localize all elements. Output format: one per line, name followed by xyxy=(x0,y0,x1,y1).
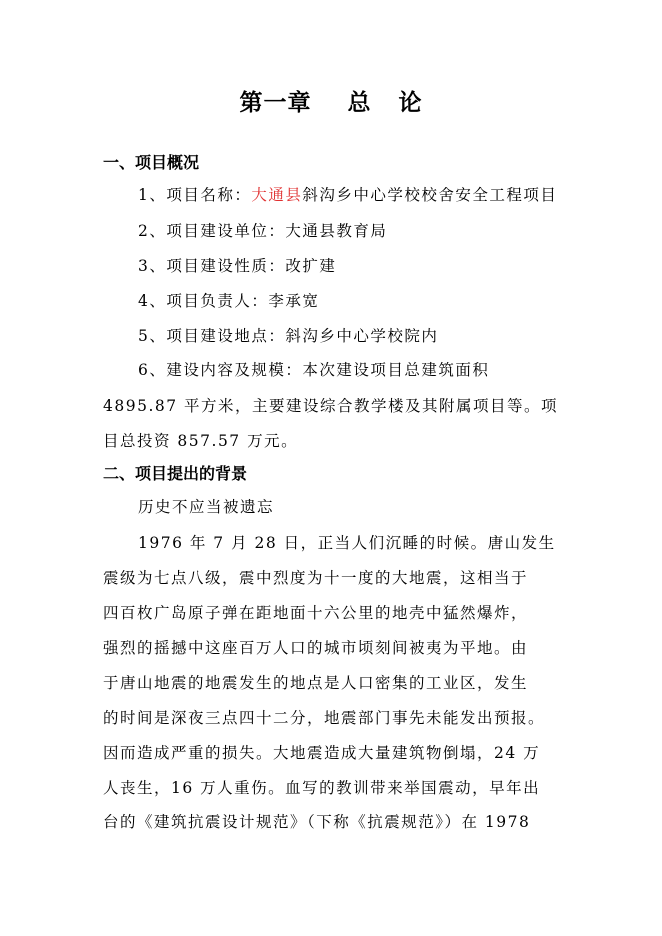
item-construction-site: 5、项目建设地点：斜沟乡中心学校院内 xyxy=(138,327,439,345)
item-project-name-rest: 斜沟乡中心学校校舍安全工程项目 xyxy=(302,186,558,204)
chapter-title: 第一章 总 论 xyxy=(239,90,423,116)
item-project-leader: 4、项目负责人：李承宽 xyxy=(138,292,320,310)
item-project-name xyxy=(138,183,557,205)
item-project-name-label: 1、项目名称： xyxy=(138,186,252,204)
item-content-scale-line2: 4895.87 平方米，主要建设综合教学楼及其附属项目等。项 xyxy=(103,397,559,415)
paragraph-line: 四百枚广岛原子弹在距地面十六公里的地壳中猛然爆炸， xyxy=(103,604,529,622)
county-name-highlight: 大通县 xyxy=(251,186,303,204)
section-heading-overview: 一、项目概况 xyxy=(103,153,200,172)
item-content-scale-line3: 目总投资 857.57 万元。 xyxy=(103,432,299,450)
paragraph-line: 的时间是深夜三点四十二分，地震部门事先未能发出预报。 xyxy=(103,709,546,727)
background-lead: 历史不应当被遗忘 xyxy=(138,498,275,516)
paragraph-line: 于唐山地震的地震发生的地点是人口密集的工业区，发生 xyxy=(103,674,529,692)
paragraph-line: 1976 年 7 月 28 日，正当人们沉睡的时候。唐山发生 xyxy=(138,534,556,552)
paragraph-line: 震级为七点八级，震中烈度为十一度的大地震，这相当于 xyxy=(103,569,529,587)
paragraph-line: 台的《建筑抗震设计规范》（下称《抗震规范》）在 1978 xyxy=(103,813,531,831)
section-heading-background: 二、项目提出的背景 xyxy=(103,464,248,483)
paragraph-line: 人丧生，16 万人重伤。血写的教训带来举国震动，早年出 xyxy=(103,779,541,797)
paragraph-line: 强烈的摇撼中这座百万人口的城市顷刻间被夷为平地。由 xyxy=(103,639,529,657)
paragraph-line: 因而造成严重的损失。大地震造成大量建筑物倒塌，24 万 xyxy=(103,744,541,762)
item-construction-nature: 3、项目建设性质：改扩建 xyxy=(138,257,337,275)
item-construction-unit: 2、项目建设单位：大通县教育局 xyxy=(138,222,388,240)
item-content-scale-line1: 6、建设内容及规模：本次建设项目总建筑面积 xyxy=(138,361,490,379)
